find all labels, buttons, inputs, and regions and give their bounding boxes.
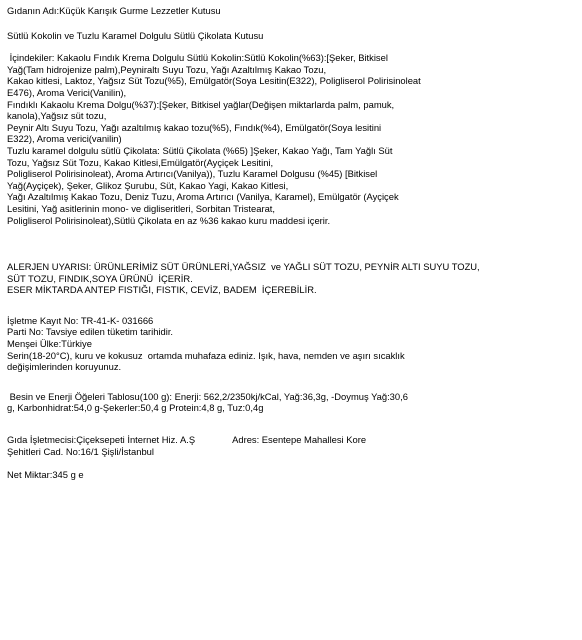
product-subtitle: Sütlü Kokolin ve Tuzlu Karamel Dolgulu Sütlü Çikolata Kutusu: [7, 29, 264, 41]
ingredients-line: Peynir Altı Suyu Tozu, Yağı azaltılmış kakao tozu(%5), Fındık(%4), Emülgatör(Soya lesitini: [7, 121, 382, 133]
ingredients-line: kanola),Yağsız süt tozu,: [7, 110, 107, 122]
nutrition-section: [7, 391, 577, 414]
ingredients-line: Yağ(Tam hidrojenize palm),Peyniraltı Suyu Tozu, Yağı Azaltılmış Kakao Tozu,: [7, 63, 327, 75]
ingredients-line: Kakao kitlesi, Laktoz, Yağsız Süt Tozu(%5), Emülgatör(Soya Lesitin(E322), Poligliserol Polirisinoleat: [7, 75, 421, 87]
allergen-line: SÜT TOZU, FINDIK,SOYA ÜRÜNÜ İÇERİR.: [7, 272, 193, 284]
batch-number: Parti No: Tavsiye edilen tüketim tarihidir.: [7, 326, 174, 338]
ingredients-line: E476), Aroma Verici(Vanilin),: [7, 86, 127, 98]
ingredients-line: Yağ(Ayçiçek), Şeker, Glikoz Şurubu, Süt, Kakao Yagi, Kakao Kitlesi,: [7, 179, 289, 191]
ingredients-line: Poligliserol Polirisinoleat),Sütlü Çikolata en az %36 kakao kuru maddesi içerir.: [7, 214, 331, 226]
operator-address-line: Şehitleri Cad. No:16/1 Şişli/İstanbul: [7, 445, 154, 457]
nutrition-line: g, Karbonhidrat:54,0 g-Şekerler:50,4 g Protein:4,8 g, Tuz:0,4g: [7, 402, 264, 414]
ingredients-line: İçindekiler: Kakaolu Fındık Krema Dolgulu Sütlü Kokolin:Sütlü Kokolin(%63):[Şeker, Bitkisel: [7, 52, 388, 64]
nutrition-line: Besin ve Enerji Öğeleri Tablosu(100 g): Enerji: 562,2/2350kj/kCal, Yağ:36,3g, -Doymuş Yağ:30,6: [7, 390, 408, 402]
registration-section: [7, 315, 577, 373]
ingredients-line: Fındıklı Kakaolu Krema Dolgu(%37):[Şeker, Bitkisel yağlar(Değişen miktarlarda palm, pamuk,: [7, 98, 395, 110]
storage-instructions: Serin(18-20°C), kuru ve kokusuz ortamda muhafaza ediniz. Işık, hava, nemden ve aşırı sıcaklık: [7, 349, 405, 361]
operator-name: Gıda İşletmecisi:Çiçeksepeti İnternet Hiz. A.Ş: [7, 434, 196, 446]
product-label-document: [7, 5, 577, 481]
origin-country: Menşei Ülke:Türkiye: [7, 338, 92, 350]
allergen-line: ESER MİKTARDA ANTEP FISTIĞI, FISTIK, CEVİZ, BADEM İÇEREBİLİR.: [7, 284, 317, 296]
ingredients-section: [7, 52, 577, 226]
ingredients-line: E322), Aroma verici(vanilin): [7, 133, 122, 145]
ingredients-line: Tozu, Yağsız Süt Tozu, Kakao Kitlesi,Emülgatör(Ayçiçek Lesitini,: [7, 156, 274, 168]
ingredients-line: Lesitini, Yağ asitlerinin mono- ve digliseritleri, Sorbitan Tristearat,: [7, 202, 276, 214]
operator-section: [7, 434, 577, 457]
registration-number: İşletme Kayıt No: TR-41-K- 031666: [7, 314, 154, 326]
operator-address: Adres: Esentepe Mahallesi Kore: [232, 434, 367, 446]
ingredients-line: Tuzlu karamel dolgulu sütlü Çikolata: Sütlü Çikolata (%65) ]Şeker, Kakao Yağı, Tam Yağlı Süt: [7, 144, 393, 156]
ingredients-line: Yağı Azaltılmış Kakao Tozu, Deniz Tuzu, Aroma Artırıcı (Vanilya, Karamel), Emülgatör (Ayçiçek: [7, 191, 399, 203]
net-quantity: Net Miktar:345 g e: [7, 469, 84, 481]
storage-instructions: değişimlerinden koruyunuz.: [7, 361, 122, 373]
allergen-warning: [7, 261, 577, 296]
ingredients-line: Poligliserol Polirisinoleat), Aroma Artırıcı(Vanilya)), Tuzlu Karamel Dolgusu (%45) [Bitkisel: [7, 168, 378, 180]
product-name: Gıdanın Adı:Küçük Karışık Gurme Lezzetler Kutusu: [7, 5, 221, 16]
allergen-line: ALERJEN UYARISI: ÜRÜNLERİMİZ SÜT ÜRÜNLERİ,YAĞSIZ ve YAĞLI SÜT TOZU, PEYNİR ALTI SUYU TOZU,: [7, 261, 480, 273]
